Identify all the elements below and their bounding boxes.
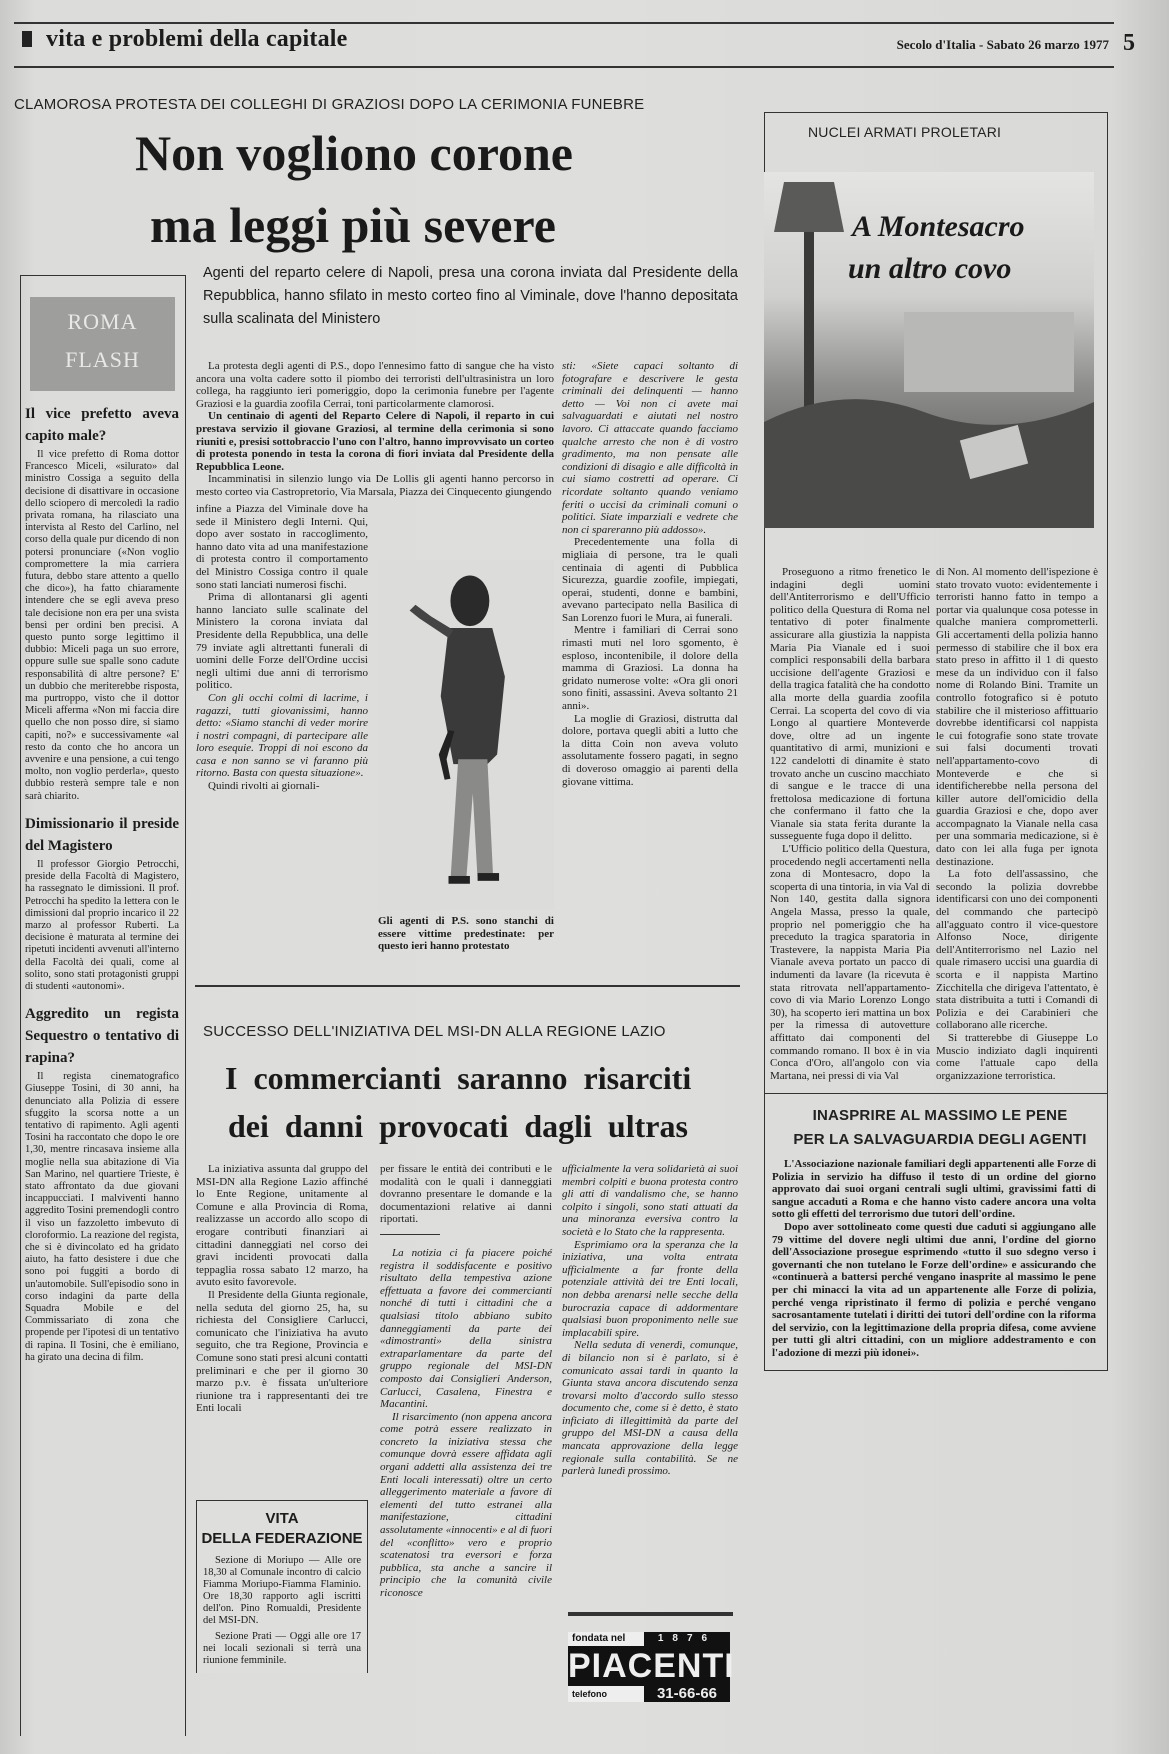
ad-year: 1876 <box>657 1633 717 1644</box>
main-headline-line-2: ma leggi più severe <box>150 197 556 253</box>
sidebar-item-title: Aggredito un regista Sequestro o tentativo di rapina? <box>25 1006 179 1067</box>
section-title: vita e problemi della capitale <box>46 26 348 52</box>
ad-brand: PIACENTI <box>568 1647 735 1685</box>
second-headline-line-1: I commercianti saranno risarciti <box>225 1060 692 1096</box>
ad-phone-number: 31-66-66 <box>656 1685 718 1702</box>
side-headline-line-1: A Montesacro <box>852 210 1025 243</box>
paragraph: Il Presidente della Giunta regionale, nella seduta del giorno 25, ha, su richiesta del Consigliere Carlucci, comunicato che l'iniziativa ha avuto seguito, che tra Regione, Provincia e Comune sono stati presi alcuni contatti preliminari e che per il giorno 30 marzo p.v. è fissata un'ulteriore riunione tra i rappresentanti dei tre Enti locali <box>196 1288 368 1415</box>
photo-caption: Gli agenti di P.S. sono stanchi di essere vittime predestinate: per questo ieri hanno protestato <box>378 915 554 953</box>
main-deck: Agenti del reparto celere di Napoli, presa una corona inviata dal Presidente della Repubblica, hanno sfilato in mesto corteo fino al Viminale, dove l'hanno depositata sulla scalinata del Ministero <box>203 265 738 327</box>
section-marker-icon <box>22 31 32 47</box>
penalty-headline <box>790 1104 1090 1152</box>
flash-word-1: ROMA <box>67 309 138 334</box>
main-column-1 <box>196 503 368 793</box>
side-column-2 <box>936 566 1098 1082</box>
covo-photo <box>764 172 1094 528</box>
side-kicker: NUCLEI ARMATI PROLETARI <box>808 124 1002 140</box>
sidebar-item-title: Dimissionario il preside del Magistero <box>25 815 179 854</box>
paragraph: Quindi rivolti ai giornali- <box>208 780 320 793</box>
penalty-text <box>772 1158 1096 1360</box>
paragraph: Precedentemente una folla di migliaia di persone, tra le quali centinaia di agenti di Pubblica Sicurezza, guardie zoofile, impiegati, operai, studenti, donne e bambini, avevano partecipato nella Basilica di San Lorenzo fuori le Mura, ai funerali. <box>562 536 738 624</box>
paragraph: La moglie di Graziosi, distrutta dal dolore, portava quegli abiti a lutto che la ditta Coin non aveva voluto assolutamente fossero pagati, in segno di doveroso omaggio ai parenti della giovane vittima. <box>562 712 738 788</box>
ad-top-rule <box>568 1612 733 1616</box>
paragraph: Esprimiamo ora la speranza che la iniziativa, una volta entrata ufficialmente a far fronte della potenziale attività dei tre Enti locali, non debba arenarsi nelle secche della burocrazia capace di addormentare qualsiasi buon proponimento nelle sue implacabili spire. <box>562 1238 738 1339</box>
sidebar-item-text: Il professor Giorgio Petrocchi, preside della Facoltà di Magistero, ha rassegnato le dimissioni. Il prof. Petrocchi ha spedito la lettera con le dimissioni dal proprio incarico il 22 marzo al professor Ruberti. La decisione è maturata al termine dei ripetuti incidenti avvenuti all'interno della Facoltà dei quali, come al solito, sono stati protagonisti gruppi di studenti «autonomi». <box>25 858 179 992</box>
header-top-rule <box>14 22 1114 24</box>
sidebar-item-text: Il regista cinematografico Giuseppe Tosini, di 30 anni, ha denunciato alla Polizia di essere sfuggito la scorsa notte a un tentativo di rapimento. Agli agenti Tosini ha raccontato che dopo le ore 1,30, mentre rincasava insieme alla moglie nella sua abitazione di Via San Marino, nel quartiere Trieste, è stato affrontato da due giovani incappucciati. I malviventi hanno aggredito Tosini premendogli contro il viso un fazzoletto imbevuto di cloroformio. La reazione del regista, che si è divincolato ed ha gridato aiuto, ha fatto desistere i due che sono poi fuggiti a bordo di un'automobile. Sull'episodio sono in corso indagini da parte della Squadra Mobile e del Commissariato di zona che propende per l'ipotesi di un tentativo di rapina. Il Tosini, che è emiliano, ha girato una decina di film. <box>25 1071 179 1363</box>
second-kicker: SUCCESSO DELL'INIZIATIVA DEL MSI-DN ALLA REGIONE LAZIO <box>203 1023 666 1040</box>
main-kicker: CLAMOROSA PROTESTA DEI COLLEGHI DI GRAZIOSI DOPO LA CERIMONIA FUNEBRE <box>14 96 645 113</box>
section-divider <box>195 985 740 987</box>
paragraph: Si tratterebbe di Giuseppe Lo Muscio indiziato dagli inquirenti come l'attuale capo della organizzazione terroristica. <box>936 1031 1098 1082</box>
paragraph: sti: «Siete capaci soltanto di fotografare e descrivere le gesta criminali dei delinquenti — hanno detto — Voi non ci avete mai salvaguardati e aiutati nel nostro lavoro. Ci attaccate quando facciamo qualche arresto che non è di vostro gradimento, ma non pensate alle condizioni di disagio e alle difficoltà in cui siamo costretti ad operare. Ci ricordate soltanto quando veniamo feriti o uccisi da criminali comuni o politici. Siate imparziali e vedrete che non ci spareranno più addosso». <box>562 360 738 536</box>
paragraph: La protesta degli agenti di P.S., dopo l'ennesimo fatto di sangue che ha visto ancora una volta cadere sotto il piombo dei terroristi dell'ultrasinistra un loro collega, ha raggiunto ieri pomeriggio, dopo la cerimonia funebre per l'agente Graziosi e la guardia zoofila Cerrai, toni particolarmente clamorosi. <box>196 360 554 410</box>
sidebar-item-title: Il vice prefetto aveva capito male? <box>25 406 179 444</box>
paragraph: La iniziativa assunta dal gruppo del MSI-DN alla Regione Lazio affinché lo Ente Regione, unitamente al Comune e alla Provincia di Roma, realizzasse un accordo allo scopo di erogare contributi finanziari ai cittadini danneggiati nel corso dei gravi incidenti provocati dalla teppaglia rossa sabato 12 marzo, ha avuto esito favorevole. <box>196 1163 368 1289</box>
paragraph: Nella seduta di venerdì, comunque, di bilancio non si è parlato, si è comunicato assai tardi in quanto la Giunta stava ancora discutendo senza trovarsi molto d'accordo sullo stesso documento che, come si è detto, è stato inficiato di illegittimità da parte del gruppo del MSI-DN a causa della mancata approvazione della legge regionale sulla contabilità. Se ne parlerà lunedì prossimo. <box>562 1339 738 1478</box>
main-column-3 <box>562 360 738 788</box>
side-headline-line-2: un altro covo <box>848 252 1012 285</box>
sidebar-news <box>25 397 179 1364</box>
roma-flash-logo <box>30 297 175 391</box>
main-lead <box>196 360 554 499</box>
second-headline-line-2: dei danni provocati dagli ultras <box>228 1108 688 1144</box>
second-column-1 <box>196 1163 368 1415</box>
federation-item: Sezione Prati — Oggi alle ore 17 nei locali sezionali si terrà una riunione femminile. <box>203 1631 361 1666</box>
paragraph: ufficialmente la vera solidarietà ai suoi membri colpiti e buona protesta contro gli atti di vandalismo che, se hanno colpito i singoli, sono stati attuati da una minoranza eversiva contro la società e lo Stato che la rappresenta. <box>562 1163 738 1238</box>
paragraph: Incamminatisi in silenzio lungo via De Lollis gli agenti hanno percorso in mesto corteo via Castropretorio, Via Marsala, Piazza dei Cinquecento giungendo <box>196 473 554 498</box>
header-bottom-rule <box>14 66 1114 68</box>
paragraph: L'Associazione nazionale familiari degli appartenenti alle Forze di Polizia in servizio ha diffuso il testo di un ordine del giorno approvato dai suoi organi centrali sugli ultimi, gravissimi fatti di sangue accaduti a Roma e che hanno visto cadere ancora una volta sotto gli effetti del terrorismo due tutori dell'ordine. <box>772 1158 1096 1221</box>
paragraph: Un centinaio di agenti del Reparto Celere di Napoli, il reparto in cui prestava servizio il giovane Graziosi, al termine della cerimonia si sono riuniti e, presisi sottobraccio l'uno con l'altro, hanno improvvisato un corteo di protesta ponendo in testa la corona di fiori inviata dal Presidente della Repubblica Leone. <box>196 410 554 473</box>
paragraph: per fissare le entità dei contributi e le modalità con le quali i danneggiati dovranno presentare le domande e la documentazioni relative ai danni riportati. <box>380 1163 552 1226</box>
ad-founded-label: fondata nel <box>568 1632 644 1646</box>
federation-item: Sezione di Moriupo — Alle ore 18,30 al Comunale incontro di calcio Fiamma Moriupo-Fiamma Flaminio. Ore 18,30 rapporto agli iscritti dell'on. Pino Romualdi, Presidente del MSI-DN. <box>203 1555 361 1626</box>
penalty-headline-line-1: INASPRIRE AL MASSIMO LE PENE <box>812 1107 1068 1124</box>
second-column-2 <box>380 1163 552 1600</box>
paragraph: La foto dell'assassino, che secondo la polizia dovrebbe identificarsi con uno dei componenti del commando che partecipò all'agguato contro il vice-questore Alfonso Noce, dirigente dell'Antiterrorismo nel Lazio nel quale rimasero uccisi una guardia di scorta e il nappista Martino Zicchitella che dirigeva l'attentato, è stata distribuita a tutti i Comandi di Polizia e dei Carabinieri che collaborano alle ricerche. <box>936 868 1098 1032</box>
second-column-3 <box>562 1163 738 1478</box>
ad-phone-label: telefono <box>568 1686 644 1702</box>
paragraph: Proseguono a ritmo frenetico le indagini degli uomini dell'Antiterrorismo e dell'Ufficio politico della Questura di Roma nel tentativo di poter finalmente assicurare alla giustizia la nappista Maria Pia Vianale ed i suoi complici responsabili della barbara uccisione dell'agente Graziosi e della tragica fatalità che ha condotto alla morte della guardia zoofila Cerrai. La scoperta del covo di via Longo al quartiere Monteverde dove, oltre ad un ingente quantitativo di armi, munizioni e 122 candelotti di dinamite è stato trovato anche un cuscino macchiato di sangue e le tracce di una frettolosa medicazione di fortuna che confermano il fatto che la Vianale sia stata ferita durante la susseguente fuga dopo il delitto. <box>770 566 930 843</box>
penalty-headline-line-2: PER LA SALVAGUARDIA DEGLI AGENTI <box>793 1131 1087 1148</box>
paragraph: La notizia ci fa piacere poiché registra il soddisfacente e positivo risultato della tempestiva azione effettuata a favore dei commercianti nonché di tutti i cittadini che a qualsiasi titolo abbiano subito danneggiamenti da parte dei «dimostranti» della sinistra extraparlamentare da parte del gruppo regionale del MSI-DN composto dai Consiglieri Anderson, Carlucci, Casalena, Finestra e Macantini. <box>380 1246 552 1411</box>
federation-title-line-2: DELLA FEDERAZIONE <box>201 1530 363 1547</box>
paragraph: Dopo aver sottolineato come questi due caduti si aggiungano alle 79 vittime del dovere negli ultimi due anni, l'ordine del giorno dell'Associazione prosegue esprimendo «tutto il suo sdegno verso i governanti che non tutelano le Forze dell'ordine» e assicurando che «continuerà a battersi perché vengano inasprite al massimo le pene per chi minacci la vita ad un appartenente alle Forze di polizia, perché venga ripristinato il fermo di polizia e perché vengano sacrosantamente tutelati i diritti dei tutori dell'ordine con la riforma del servizio, con la legittimazione della propria difesa, come avviene per tutti gli altri cittadini, con un migliore addestramento e con l'adozione di mezzi più idonei». <box>772 1220 1096 1359</box>
masthead-date: Secolo d'Italia - Sabato 26 marzo 1977 <box>896 37 1109 52</box>
flash-word-2: FLASH <box>65 347 140 372</box>
paragraph: Il risarcimento (non appena ancora come potrà essere realizzato in concreto la iniziativa stessa che comunque dovrà essere affidata agli organi addetti alla assistenza dei tre Enti locali interessati) oltre un certo alleggerimento materiale a favore di elementi del tutto estranei alla manifestazione, cittadini assolutamente «innocenti» e al di fuori del «conflitto» vero e proprio scatenatosi tra eversori e forza pubblica, sta anche a sancire il principio che la comunità civile riconosce <box>380 1410 553 1599</box>
agent-photo <box>378 560 554 910</box>
section-header <box>22 26 348 53</box>
federation-box <box>196 1500 368 1673</box>
paragraph: Con gli occhi colmi di lacrime, i ragazzi, tutti giovanissimi, hanno detto: «Siamo stanchi di veder morire i nostri compagni, di partecipare alle loro esequie. Troppi di noi escono da casa e non sanno se vi faranno più ritorno. Basta con questa situazione». <box>196 691 368 780</box>
paragraph: infine a Piazza del Viminale dove ha sede il Ministero degli Interni. Qui, dopo aver sostato in raccoglimento, hanno dato vita ad una manifestazione di protesta contro il comportamento del Ministro Cossiga contro il quale sono stati lanciati numerosi fischi. <box>196 503 368 591</box>
piacenti-advert <box>568 1632 735 1702</box>
page-number: 5 <box>1123 30 1135 56</box>
paragraph: di Non. Al momento dell'ispezione è stato trovato vuoto: evidentemente i terroristi hanno fatto in tempo a portar via qualunque cosa potesse in qualche maniera comprometterli. Gli accertamenti della polizia hanno permesso di stabilire che il box era stato preso in affitto il 1 di questo mese da un individuo con il falso nome di Rolando Bini. Tramite un controllo fotografico si è potuto stabilire che il misterioso affittuario dovrebbe identificarsi col nappista le cui fotografie sono state trovate sui falsi documenti trovati nell'appartamento-covo di Monteverde e che si identificherebbe nella persona del killer autore dell'omicidio della guardia Graziosi e che, dopo aver accompagnato la Vianale nella casa per una sommaria medicazione, si è dato con lei alla fuga per ignota destinazione. <box>936 566 1098 868</box>
short-rule <box>380 1234 440 1235</box>
paragraph: Prima di allontanarsi gli agenti hanno lanciato sulle scalinate del Ministero la corona inviata dal Presidente della Repubblica, una delle 79 inviate agli altrettanti funerali di uomini delle Forze dell'Ordine uccisi negli ultimi due anni di terrorismo politico. <box>196 591 368 692</box>
main-headline-line-1: Non vogliono corone <box>135 125 573 181</box>
paragraph: L'Ufficio politico della Questura, procedendo negli accertamenti nella zona di Montesacro, dopo la scoperta di una tintoria, in via Val di Non 140, gestita dalla signora Angela Massa, presso la quale, proprio nel pomeriggio che ha preceduto la tragica sparatoria in Trastevere, la nappista Maria Pia Vianale aveva portato un pacco di indumenti da lavare (la ricevuta è stata ritrovata nell'appartamento-covo di via Mario Lorenzo Longo 30), ha scoperto ieri mattina un box per la rimessa di autovetture affittato dai componenti del commando romano. Il box è in via Conca d'Oro, all'angolo con via Martana, nei pressi di via Val <box>770 843 930 1082</box>
side-column-1 <box>770 566 930 1082</box>
paragraph: Mentre i familiari di Cerrai sono rimasti muti nel loro sgomento, è esploso, incontenibile, il dolore della mamma di Graziosi. La donna ha gridato numerose volte: «Ora gli onori sono finiti, assassini. Aveva soltanto 21 anni». <box>562 624 738 713</box>
sidebar-item-text: Il vice prefetto di Roma dottor Francesco Miceli, «silurato» dal ministro Cossiga a seguito della decisione di disattivare in occasione dello sciopero di mercoledì la radio privata romana, ha rilasciato una intervista al Resto del Carlino, nel corso della quale pur dicendo di non potersi pronunciare («Non voglio compromettere la mia carriera futura, debbo stare attento a quello che dico»), ha fatto chiaramente intendere che se egli aveva preso tale decisione non era per una svista bensì per ordini ben precisi. A questo punto sorge legittimo il dubbio: Miceli paga un suo errore, oppure sulle sue spalle sono cadute responsabilità di altre persone? E' un dubbio che meriterebbe risposta, ma purtroppo, visto che il dottor Miceli afferma «Non mi faccia dire quello che non posso dire, si siamo capiti, no?» e successivamente «al resto da conto che ho ancora un avvenire e una pensione, a cui tengo molto, non voglio perderla», questo dubbio resterà sempre tale e non sarà chiarito. <box>25 449 179 802</box>
agent-figure-image <box>378 560 554 910</box>
federation-title-line-1: VITA <box>265 1510 299 1527</box>
